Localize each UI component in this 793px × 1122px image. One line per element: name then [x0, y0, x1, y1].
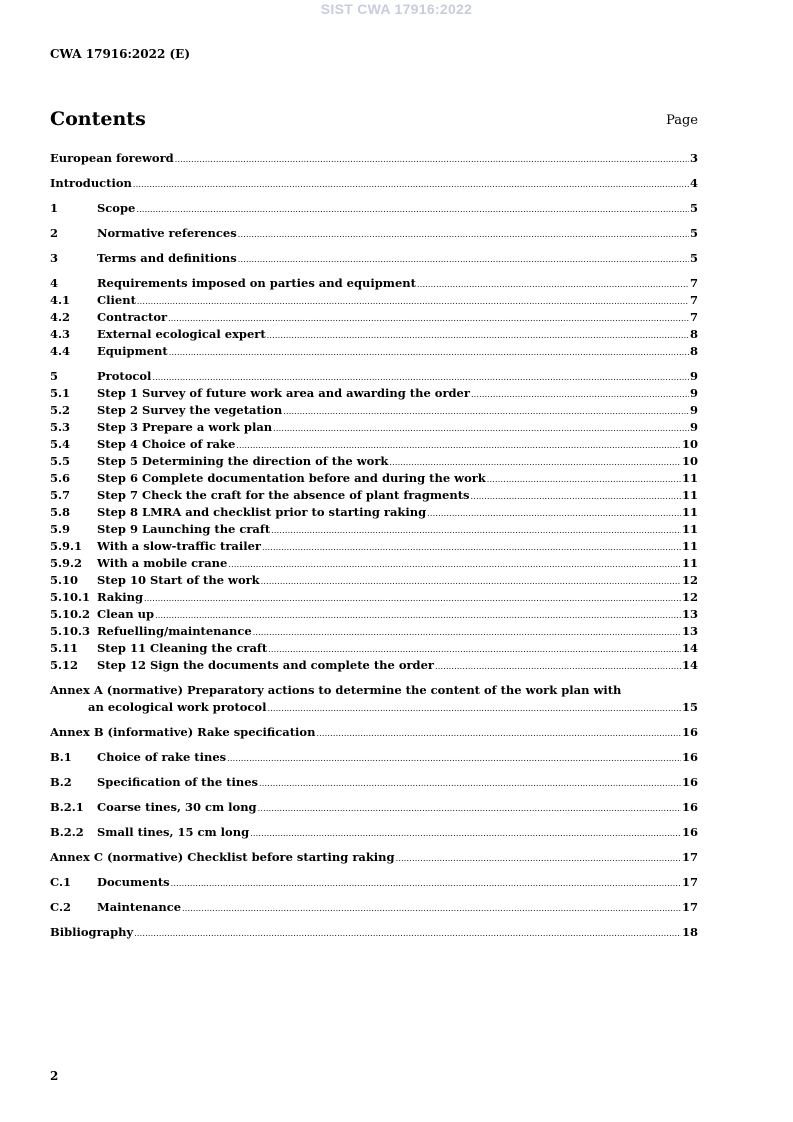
- toc-entry-number: 5.11: [50, 641, 79, 655]
- toc-entry-page: 10: [681, 437, 698, 451]
- toc-entry-number: 5.3: [50, 420, 71, 434]
- toc-entry-page: 7: [689, 276, 698, 290]
- toc-entry[interactable]: [50, 470, 698, 487]
- toc-entry-label: Annex B (informative) Rake specification: [50, 725, 316, 739]
- toc-entry-number: 5.7: [50, 488, 71, 502]
- toc-entry-page: 7: [689, 293, 698, 307]
- toc-entry-label: Scope: [97, 201, 136, 215]
- toc-entry-number: 4.2: [50, 310, 71, 324]
- toc-entry-page: 9: [689, 403, 698, 417]
- toc-entry-label: Specification of the tines: [97, 775, 259, 789]
- toc-leader-dots: [175, 151, 689, 168]
- toc-leader-dots: [427, 505, 681, 522]
- toc-leader-dots: [261, 573, 681, 590]
- toc-leader-dots: [136, 201, 689, 218]
- toc-entry-number: 5.9: [50, 522, 71, 536]
- toc-entry-number: 1: [50, 201, 59, 215]
- toc-entry-page: 14: [681, 658, 698, 672]
- toc-entry[interactable]: [50, 419, 698, 436]
- toc-entry-number: C.1: [50, 875, 71, 889]
- toc-leader-dots: [236, 437, 681, 454]
- toc-entry-number: 4: [50, 276, 59, 290]
- toc-entry[interactable]: [50, 326, 698, 343]
- toc-leader-dots: [259, 775, 681, 792]
- toc-leader-dots: [283, 403, 689, 420]
- toc-entry-label: Step 6 Complete documentation before and during the work: [97, 471, 486, 485]
- toc-entry-label: Clean up: [97, 607, 155, 621]
- toc-entry-page: 16: [681, 725, 698, 739]
- toc-entry-page: 5: [689, 201, 698, 215]
- toc-entry-label: Refuelling/maintenance: [97, 624, 252, 638]
- toc-entry[interactable]: [50, 874, 698, 891]
- watermark: SIST CWA 17916:2022: [320, 1, 473, 17]
- toc-leader-dots: [137, 293, 689, 310]
- toc-entry[interactable]: [50, 657, 698, 674]
- toc-entry[interactable]: [50, 225, 698, 242]
- toc-entry-page: 16: [681, 775, 698, 789]
- toc-entry-page: 18: [681, 925, 698, 939]
- toc-entry-label: Step 7 Check the craft for the absence of plant fragments: [97, 488, 470, 502]
- toc-entry-page: 7: [689, 310, 698, 324]
- toc-entry[interactable]: [50, 606, 698, 623]
- toc-entry-number: B.2.1: [50, 800, 84, 814]
- toc-entry[interactable]: [50, 521, 698, 538]
- toc-entry-label: Small tines, 15 cm long: [97, 825, 250, 839]
- toc-leader-dots: [396, 850, 681, 867]
- toc-entry[interactable]: [50, 385, 698, 402]
- toc-entry-label: With a mobile crane: [97, 556, 228, 570]
- toc-leader-dots: [134, 925, 681, 942]
- toc-leader-dots: [268, 641, 681, 658]
- toc-entry-label: Choice of rake tines: [97, 750, 227, 764]
- toc-leader-dots: [271, 522, 681, 539]
- toc-entry-annex-a-line1: Annex A (normative) Preparatory actions to determine the content of the work plan with: [50, 683, 622, 697]
- toc-entry[interactable]: [50, 924, 698, 941]
- toc-entry-number: 4.1: [50, 293, 71, 307]
- toc-entry-number: 5.9.2: [50, 556, 83, 570]
- toc-entry-page: 14: [681, 641, 698, 655]
- toc-entry[interactable]: [50, 436, 698, 453]
- toc-entry[interactable]: [50, 849, 698, 866]
- toc-entry-label: Contractor: [97, 310, 168, 324]
- toc-leader-dots: [133, 176, 689, 193]
- toc-leader-dots: [316, 725, 681, 742]
- toc-section-annexes: [50, 724, 698, 941]
- toc-entry[interactable]: [50, 504, 698, 521]
- toc-leader-dots: [152, 369, 689, 386]
- toc-entry-number: 5.10.1: [50, 590, 91, 604]
- toc-entry-number: 4.3: [50, 327, 71, 341]
- toc-entry[interactable]: [50, 402, 698, 419]
- toc-entry[interactable]: [50, 774, 698, 791]
- toc-entry-label: Annex C (normative) Checklist before starting raking: [50, 850, 395, 864]
- toc-entry[interactable]: [50, 250, 698, 267]
- toc-entry-number: 2: [50, 226, 59, 240]
- toc-entry-page: 9: [689, 386, 698, 400]
- toc-entry-page: 12: [681, 590, 698, 604]
- toc-section-main: [50, 150, 698, 674]
- toc-entry[interactable]: [50, 640, 698, 657]
- toc-entry-page: 11: [681, 471, 698, 485]
- toc-entry-label: European foreword: [50, 151, 174, 165]
- toc-entry-page: 11: [681, 522, 698, 536]
- toc-entry[interactable]: [50, 749, 698, 766]
- toc-entry-label: With a slow-traffic trailer: [97, 539, 261, 553]
- toc-entry-page: 13: [681, 624, 698, 638]
- toc-leader-dots: [267, 700, 681, 717]
- toc-leader-dots: [471, 386, 689, 403]
- toc-entry-number: 5: [50, 369, 59, 383]
- toc-entry[interactable]: [50, 899, 698, 916]
- toc-entry-label: Step 12 Sign the documents and complete the order: [97, 658, 434, 672]
- page-number: 2: [50, 1069, 59, 1083]
- toc-entry[interactable]: [50, 538, 698, 555]
- toc-entry-page: 3: [689, 151, 698, 165]
- toc-entry[interactable]: [50, 623, 698, 640]
- toc-entry-page: 9: [689, 420, 698, 434]
- toc-entry[interactable]: [50, 343, 698, 360]
- toc-entry[interactable]: [50, 292, 698, 309]
- toc-leader-dots: [253, 624, 681, 641]
- toc-entry[interactable]: [50, 572, 698, 589]
- toc-entry-label: Terms and definitions: [97, 251, 237, 265]
- toc-entry-label: External ecological expert: [97, 327, 266, 341]
- toc-leader-dots: [250, 825, 681, 842]
- toc-entry-page: 11: [681, 505, 698, 519]
- toc-entry-page: 17: [681, 875, 698, 889]
- toc-entry-label: Raking: [97, 590, 144, 604]
- toc-leader-dots: [182, 900, 681, 917]
- toc-entry-label: Step 3 Prepare a work plan: [97, 420, 273, 434]
- toc-leader-dots: [435, 658, 681, 675]
- toc-entry[interactable]: [50, 589, 698, 606]
- toc-entry-label: Equipment: [97, 344, 168, 358]
- toc-entry-label: Introduction: [50, 176, 132, 190]
- toc-leader-dots: [168, 310, 689, 327]
- toc-entry-number: 5.2: [50, 403, 71, 417]
- toc-entry-page: 17: [681, 900, 698, 914]
- toc-entry-label: Step 5 Determining the direction of the work: [97, 454, 389, 468]
- toc-entry-label: Step 1 Survey of future work area and awarding the order: [97, 386, 470, 400]
- toc-entry-label: Requirements imposed on parties and equipment: [97, 276, 416, 290]
- toc-entry[interactable]: [50, 309, 698, 326]
- toc-entry[interactable]: [50, 453, 698, 470]
- toc-entry[interactable]: [50, 487, 698, 504]
- toc-leader-dots: [487, 471, 681, 488]
- toc-entry-number: 5.8: [50, 505, 71, 519]
- toc-leader-dots: [471, 488, 681, 505]
- toc-leader-dots: [144, 590, 681, 607]
- toc-leader-dots: [227, 750, 681, 767]
- toc-entry-page: 16: [681, 800, 698, 814]
- table-of-contents: [50, 150, 698, 941]
- toc-leader-dots: [155, 607, 681, 624]
- toc-entry[interactable]: [50, 200, 698, 217]
- toc-entry[interactable]: [50, 275, 698, 292]
- toc-entry-label: an ecological work protocol: [88, 700, 267, 714]
- toc-entry-number: 5.1: [50, 386, 71, 400]
- toc-entry-label: Step 9 Launching the craft: [97, 522, 271, 536]
- toc-entry-number: 4.4: [50, 344, 71, 358]
- toc-entry-page: 16: [681, 750, 698, 764]
- toc-entry-page: 5: [689, 226, 698, 240]
- toc-entry[interactable]: [50, 175, 698, 192]
- page-column-label: Page: [666, 113, 698, 128]
- toc-entry-number: 5.10.3: [50, 624, 91, 638]
- toc-entry-label: Client: [97, 293, 136, 307]
- toc-entry-label: Normative references: [97, 226, 237, 240]
- toc-leader-dots: [389, 454, 681, 471]
- toc-entry-label: Bibliography: [50, 925, 134, 939]
- toc-entry-label: Protocol: [97, 369, 152, 383]
- toc-entry-page: 11: [681, 488, 698, 502]
- toc-entry[interactable]: [50, 555, 698, 572]
- toc-leader-dots: [238, 251, 689, 268]
- toc-entry-page: 13: [681, 607, 698, 621]
- toc-leader-dots: [267, 327, 689, 344]
- toc-entry-number: 5.12: [50, 658, 79, 672]
- toc-entry-page: 11: [681, 539, 698, 553]
- toc-entry-number: B.1: [50, 750, 72, 764]
- toc-entry-page: 15: [681, 700, 698, 714]
- toc-entry[interactable]: [50, 799, 698, 816]
- toc-entry-page: 17: [681, 850, 698, 864]
- contents-title: Contents: [50, 108, 146, 130]
- toc-leader-dots: [417, 276, 689, 293]
- toc-entry-number: B.2: [50, 775, 72, 789]
- toc-entry-number: 5.10.2: [50, 607, 91, 621]
- toc-leader-dots: [171, 875, 681, 892]
- toc-leader-dots: [262, 539, 681, 556]
- toc-leader-dots: [228, 556, 681, 573]
- toc-entry-number: 5.9.1: [50, 539, 83, 553]
- toc-entry-annex-a-line2[interactable]: [50, 699, 698, 716]
- toc-entry-page: 8: [689, 344, 698, 358]
- toc-entry-number: 5.6: [50, 471, 71, 485]
- document-id: CWA 17916:2022 (E): [50, 47, 191, 61]
- toc-leader-dots: [238, 226, 689, 243]
- toc-entry-label: Step 10 Start of the work: [97, 573, 260, 587]
- toc-leader-dots: [258, 800, 681, 817]
- toc-entry-page: 12: [681, 573, 698, 587]
- toc-entry-number: B.2.2: [50, 825, 84, 839]
- toc-entry-label: Documents: [97, 875, 170, 889]
- toc-leader-dots: [169, 344, 689, 361]
- toc-entry[interactable]: [50, 824, 698, 841]
- toc-entry-label: Step 2 Survey the vegetation: [97, 403, 283, 417]
- toc-entry-page: 11: [681, 556, 698, 570]
- toc-entry[interactable]: [50, 368, 698, 385]
- toc-entry-number: 5.4: [50, 437, 71, 451]
- toc-entry-page: 8: [689, 327, 698, 341]
- toc-entry-page: 4: [689, 176, 698, 190]
- toc-entry-label: Step 4 Choice of rake: [97, 437, 236, 451]
- toc-entry-number: C.2: [50, 900, 71, 914]
- toc-entry-label: Maintenance: [97, 900, 182, 914]
- toc-entry-number: 5.10: [50, 573, 79, 587]
- toc-entry-label: Coarse tines, 30 cm long: [97, 800, 257, 814]
- toc-entry-page: 5: [689, 251, 698, 265]
- toc-entry-page: 10: [681, 454, 698, 468]
- toc-entry-label: Step 8 LMRA and checklist prior to starting raking: [97, 505, 427, 519]
- toc-entry[interactable]: [50, 150, 698, 167]
- toc-entry-number: 5.5: [50, 454, 71, 468]
- toc-entry[interactable]: [50, 724, 698, 741]
- toc-entry-page: 16: [681, 825, 698, 839]
- toc-leader-dots: [273, 420, 689, 437]
- toc-entry-number: 3: [50, 251, 59, 265]
- toc-entry-label: Step 11 Cleaning the craft: [97, 641, 268, 655]
- toc-entry-annex-a[interactable]: [50, 682, 698, 699]
- toc-entry-page: 9: [689, 369, 698, 383]
